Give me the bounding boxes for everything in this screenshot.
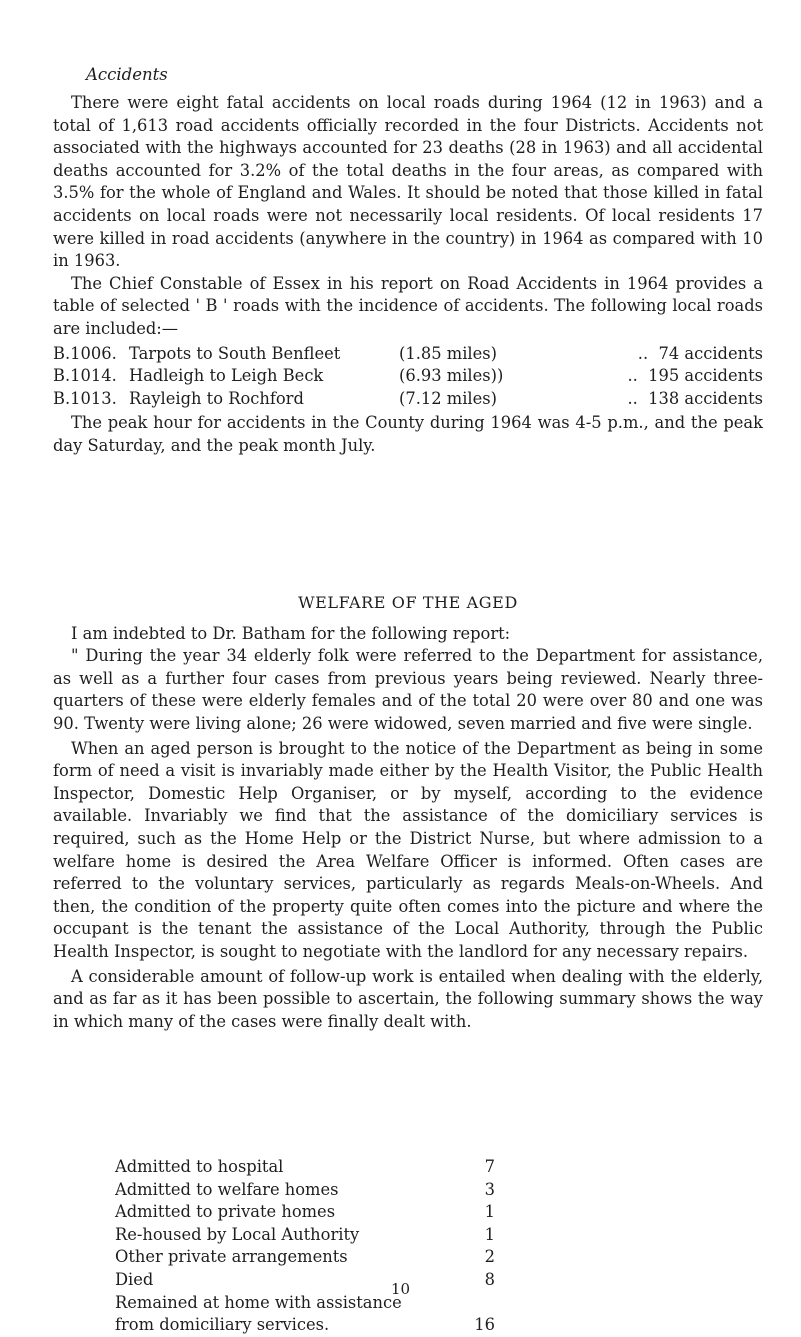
road-length: (6.93 miles)) (399, 366, 504, 386)
summary-label: Admitted to hospital (115, 1157, 284, 1176)
road-accidents (613, 388, 763, 411)
page-number: 10 (390, 1280, 411, 1298)
road-length: (7.12 miles) (399, 388, 497, 408)
summary-row (115, 1156, 495, 1179)
road-route: Rayleigh to Rochford (129, 388, 304, 408)
accidents-paragraph-1: There were eight fatal accidents on local roads during 1964 (12 in 1963) and a total of 1,613 road accidents officially recorded in the four Districts. Accidents not associated with the highways accounted for 23 deaths (28 in 1963) and all accidental deaths accounted for 3.2% of the total deaths in the four areas, as compared with 3.5% for the whole of England and Wales. It should be noted that those killed in fatal accidents on local roads were not necessarily local residents. Of local residents 17 were killed in road accidents (anywhere in the country) in 1964 as compared with 10 in 1963. (53, 93, 763, 271)
roads-table (53, 343, 763, 411)
summary-value: 2 (484, 1247, 495, 1267)
section-heading-accidents: Accidents (86, 65, 168, 84)
road-route: Hadleigh to Leigh Beck (129, 366, 324, 386)
summary-label: Other private arrangements (115, 1247, 348, 1267)
accidents-paragraph-2: The Chief Constable of Essex in his report on Road Accidents in 1964 provides a table of selected ' B ' roads with the incidence of accidents. The following local roads are included:— (53, 273, 763, 338)
welfare-section (53, 592, 763, 1033)
road-leader: .. (637, 343, 649, 363)
road-leader: .. (627, 366, 638, 386)
accidents-peak-paragraph: The peak hour for accidents in the County during 1964 was 4-5 p.m., and the peak day Saturday, and the peak month July. (53, 413, 763, 455)
welfare-intro: I am indebted to Dr. Batham for the following report: (71, 623, 511, 643)
summary-label: Remained at home with assistance (115, 1292, 402, 1312)
road-code: B.1013. (53, 388, 117, 408)
summary-row (115, 1314, 495, 1337)
road-leader: .. (627, 388, 638, 408)
summary-label: Admitted to private homes (115, 1202, 336, 1222)
summary-value: 3 (484, 1179, 495, 1199)
road-code: B.1006. (53, 343, 117, 363)
summary-label: Admitted to welfare homes (115, 1179, 339, 1199)
road-route: Tarpots to South Benfleet (129, 343, 341, 363)
welfare-paragraph-3: A considerable amount of follow-up work is entailed when dealing with the elderly, and as far as it has been possible to ascertain, the following summary shows the way in which many of the cases were finally dealt with. (53, 966, 763, 1031)
road-accident-count: 74 accidents (658, 343, 763, 363)
accidents-section (53, 92, 763, 458)
summary-value: 8 (484, 1269, 495, 1289)
road-length: (1.85 miles) (399, 343, 497, 363)
welfare-paragraph-2: When an aged person is brought to the notice of the Department as being in some form of need a visit is invariably made either by the Health Visitor, the Public Health Inspector, Domestic Help Organiser, or by myself, according to the evidence available. Invariably we find that the assistance of the domiciliary services is required, such as the Home Help or the District Nurse, but where admission to a welfare home is desired the Area Welfare Officer is informed. Often cases are referred to the voluntary services, particularly as regards Meals-on-Wheels. And then, the condition of the property quite often comes into the picture and where the occupant is the tenant the assistance of the Local Authority, through the Public Health Inspector, is sought to negotiate with the landlord for any necessary repairs. (53, 738, 763, 961)
section-title-welfare: WELFARE OF THE AGED (298, 593, 518, 612)
summary-label: Re-housed by Local Authority (115, 1224, 360, 1244)
summary-value: 1 (484, 1202, 495, 1222)
summary-row (115, 1179, 495, 1202)
road-accidents (613, 343, 763, 366)
summary-value: 7 (484, 1157, 495, 1176)
summary-row (115, 1224, 495, 1247)
road-accident-count: 195 accidents (648, 366, 763, 386)
summary-label: from domiciliary services. (115, 1315, 330, 1335)
summary-label: Died (115, 1269, 154, 1289)
road-row (53, 365, 763, 388)
road-accidents (613, 365, 763, 388)
welfare-summary (115, 1156, 495, 1337)
summary-value: 1 (484, 1224, 495, 1244)
road-code: B.1014. (53, 366, 117, 386)
summary-row (115, 1246, 495, 1269)
road-accident-count: 138 accidents (648, 388, 763, 408)
road-row (53, 388, 763, 411)
road-row (53, 343, 763, 366)
summary-value: 16 (474, 1315, 495, 1335)
summary-row (115, 1201, 495, 1224)
welfare-paragraph-1: " During the year 34 elderly folk were referred to the Department for assistance, as well as a further four cases from previous years being reviewed. Nearly three-quarters of these were elderly females and of the total 20 were over 80 and one was 90. Twenty were living alone; 26 were widowed, seven married and five were single. (53, 646, 763, 733)
